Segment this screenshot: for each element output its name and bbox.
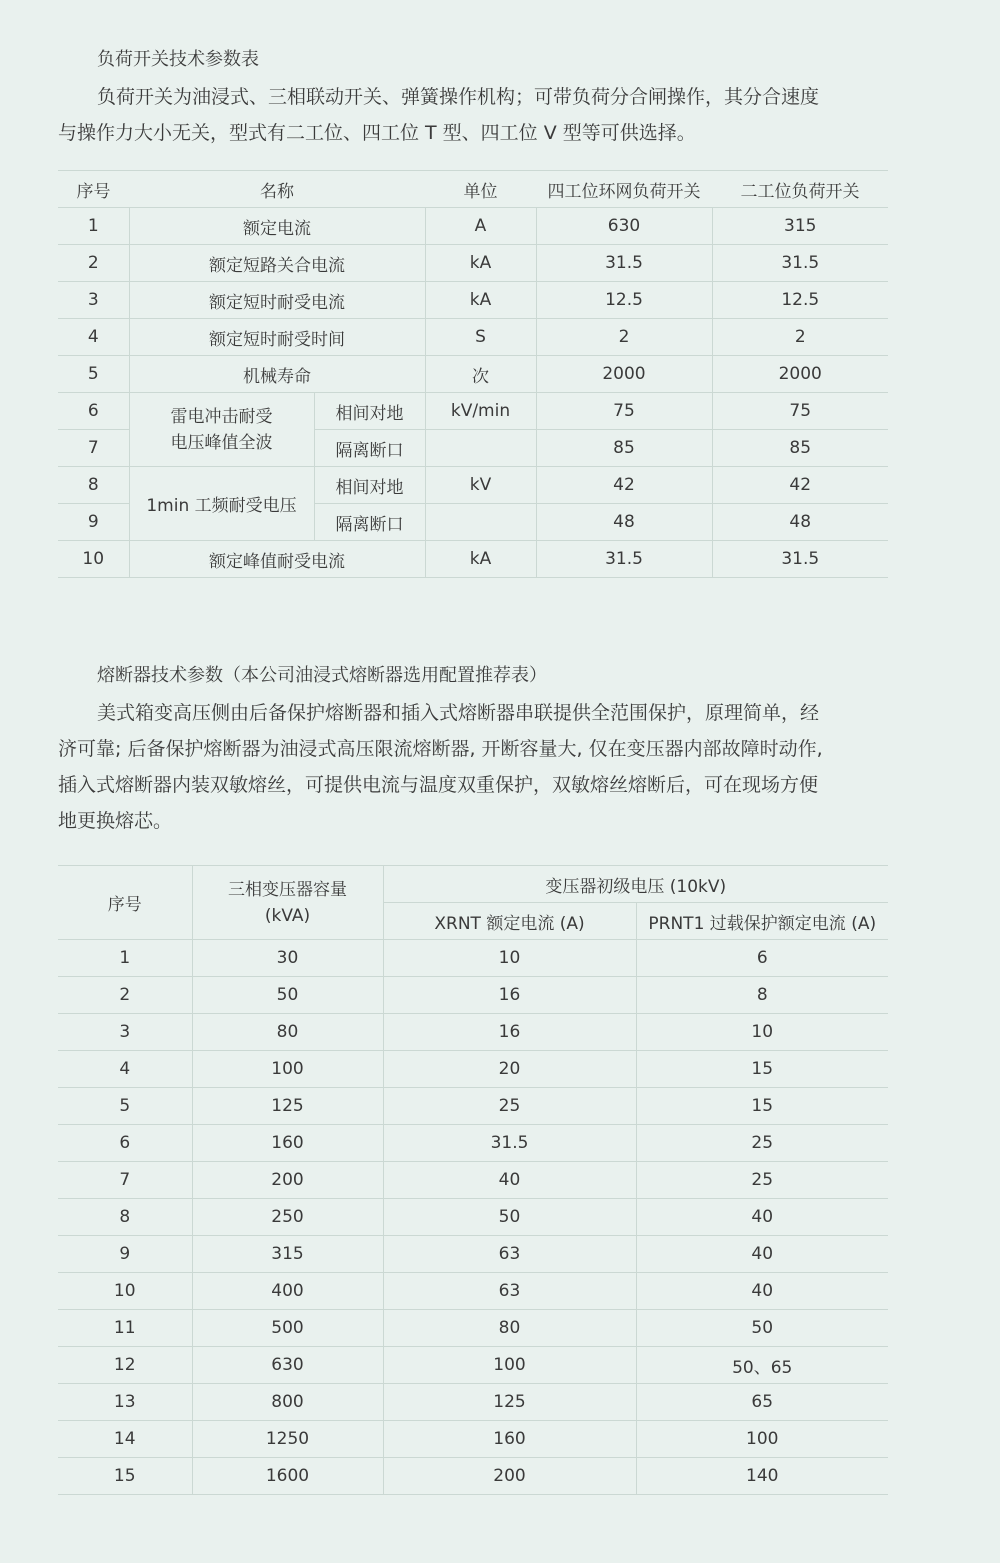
row-unit: A	[425, 208, 536, 245]
row-value-four: 31.5	[536, 245, 712, 282]
row-no: 7	[58, 430, 129, 467]
row-capacity: 800	[192, 1384, 383, 1421]
row-value-two: 85	[712, 430, 888, 467]
row-unit: kA	[425, 245, 536, 282]
table-header-row	[58, 171, 888, 208]
row-no: 1	[58, 208, 129, 245]
row-xrnt: 200	[383, 1458, 636, 1495]
row-xrnt: 63	[383, 1236, 636, 1273]
row-unit: kA	[425, 541, 536, 578]
table-row	[58, 393, 888, 430]
table-header-row	[58, 866, 888, 903]
row-sub-name: 相间对地	[314, 393, 425, 430]
row-no: 4	[58, 319, 129, 356]
table-row	[58, 1421, 888, 1458]
row-capacity: 500	[192, 1310, 383, 1347]
header-capacity-unit: (kVA)	[264, 905, 311, 926]
table-row	[58, 1458, 888, 1495]
row-value-two: 12.5	[712, 282, 888, 319]
header-unit: 单位	[425, 171, 536, 208]
row-name: 额定电流	[129, 208, 425, 245]
row-xrnt: 31.5	[383, 1125, 636, 1162]
row-value-four: 2	[536, 319, 712, 356]
row-unit	[425, 504, 536, 541]
table-row	[58, 1088, 888, 1125]
row-no: 4	[58, 1051, 192, 1088]
row-no: 14	[58, 1421, 192, 1458]
table-row	[58, 1310, 888, 1347]
row-no: 2	[58, 977, 192, 1014]
header-no: 序号	[58, 171, 129, 208]
header-capacity-line: 三相变压器容量	[228, 879, 347, 900]
row-prnt: 50、65	[636, 1347, 888, 1384]
row-xrnt: 16	[383, 1014, 636, 1051]
description-line: 地更换熔芯。	[58, 810, 173, 832]
table-row	[58, 1236, 888, 1273]
header-capacity	[192, 866, 383, 940]
header-four-position: 四工位环网负荷开关	[536, 171, 712, 208]
row-value-four: 2000	[536, 356, 712, 393]
row-name: 额定短时耐受时间	[129, 319, 425, 356]
row-name: 机械寿命	[129, 356, 425, 393]
row-value-four: 42	[536, 467, 712, 504]
row-prnt: 6	[636, 940, 888, 977]
row-capacity: 1250	[192, 1421, 383, 1458]
row-xrnt: 50	[383, 1199, 636, 1236]
row-prnt: 10	[636, 1014, 888, 1051]
group-name-line: 电压峰值全波	[170, 432, 273, 453]
table-row	[58, 208, 888, 245]
row-group-name: 1min 工频耐受电压	[129, 467, 314, 541]
row-xrnt: 10	[383, 940, 636, 977]
table-row	[58, 319, 888, 356]
row-unit: S	[425, 319, 536, 356]
row-capacity: 200	[192, 1162, 383, 1199]
row-capacity: 400	[192, 1273, 383, 1310]
row-value-two: 75	[712, 393, 888, 430]
row-group-name	[129, 393, 314, 467]
row-no: 15	[58, 1458, 192, 1495]
row-capacity: 630	[192, 1347, 383, 1384]
fuse-description	[58, 695, 894, 839]
description-line: 美式箱变高压侧由后备保护熔断器和插入式熔断器串联提供全范围保护，原理简单，经	[97, 702, 820, 724]
description-line: 负荷开关为油浸式、三相联动开关、弹簧操作机构；可带负荷分合闸操作，其分合速度	[97, 86, 820, 108]
row-value-two: 31.5	[712, 541, 888, 578]
row-xrnt: 80	[383, 1310, 636, 1347]
row-no: 5	[58, 356, 129, 393]
description-line: 与操作力大小无关，型式有二工位、四工位 T 型、四工位 V 型等可供选择。	[58, 122, 696, 144]
row-unit: kV/min	[425, 393, 536, 430]
row-no: 5	[58, 1088, 192, 1125]
row-xrnt: 100	[383, 1347, 636, 1384]
table-row	[58, 1199, 888, 1236]
row-value-four: 31.5	[536, 541, 712, 578]
row-xrnt: 63	[383, 1273, 636, 1310]
row-prnt: 15	[636, 1051, 888, 1088]
row-no: 3	[58, 1014, 192, 1051]
header-xrnt: XRNT 额定电流 (A)	[383, 903, 636, 940]
description-line: 济可靠; 后备保护熔断器为油浸式高压限流熔断器, 开断容量大, 仅在变压器内部故障时动作,	[58, 738, 823, 760]
row-value-two: 48	[712, 504, 888, 541]
row-no: 10	[58, 1273, 192, 1310]
table-row	[58, 1384, 888, 1421]
load-switch-section-title: 负荷开关技术参数表	[97, 49, 259, 70]
header-primary-voltage: 变压器初级电压 (10kV)	[383, 866, 888, 903]
fuse-recommendation-table	[58, 865, 888, 1495]
table-row	[58, 1051, 888, 1088]
table-row	[58, 245, 888, 282]
row-no: 11	[58, 1310, 192, 1347]
row-no: 7	[58, 1162, 192, 1199]
row-capacity: 80	[192, 1014, 383, 1051]
row-no: 9	[58, 1236, 192, 1273]
header-prnt: PRNT1 过载保护额定电流 (A)	[636, 903, 888, 940]
row-name: 额定峰值耐受电流	[129, 541, 425, 578]
table-row	[58, 977, 888, 1014]
row-no: 6	[58, 1125, 192, 1162]
row-no: 10	[58, 541, 129, 578]
row-no: 8	[58, 1199, 192, 1236]
table-row	[58, 282, 888, 319]
row-sub-name: 隔离断口	[314, 504, 425, 541]
row-prnt: 8	[636, 977, 888, 1014]
row-no: 1	[58, 940, 192, 977]
row-xrnt: 20	[383, 1051, 636, 1088]
row-value-two: 315	[712, 208, 888, 245]
row-xrnt: 16	[383, 977, 636, 1014]
fuse-section-title: 熔断器技术参数（本公司油浸式熔断器选用配置推荐表）	[97, 665, 547, 686]
row-prnt: 25	[636, 1162, 888, 1199]
row-unit: kA	[425, 282, 536, 319]
row-no: 2	[58, 245, 129, 282]
row-prnt: 65	[636, 1384, 888, 1421]
row-prnt: 50	[636, 1310, 888, 1347]
table-row	[58, 1125, 888, 1162]
table-row	[58, 467, 888, 504]
table-row	[58, 1273, 888, 1310]
row-value-four: 12.5	[536, 282, 712, 319]
header-two-position: 二工位负荷开关	[712, 171, 888, 208]
row-no: 13	[58, 1384, 192, 1421]
row-xrnt: 160	[383, 1421, 636, 1458]
row-no: 3	[58, 282, 129, 319]
header-no: 序号	[58, 866, 192, 940]
row-sub-name: 相间对地	[314, 467, 425, 504]
row-capacity: 315	[192, 1236, 383, 1273]
row-xrnt: 125	[383, 1384, 636, 1421]
row-value-four: 630	[536, 208, 712, 245]
load-switch-description	[58, 79, 894, 151]
row-prnt: 100	[636, 1421, 888, 1458]
row-capacity: 30	[192, 940, 383, 977]
description-line: 插入式熔断器内装双敏熔丝，可提供电流与温度双重保护，双敏熔丝熔断后，可在现场方便	[58, 774, 819, 796]
row-value-two: 2	[712, 319, 888, 356]
row-prnt: 40	[636, 1273, 888, 1310]
row-unit: 次	[425, 356, 536, 393]
row-capacity: 100	[192, 1051, 383, 1088]
row-prnt: 140	[636, 1458, 888, 1495]
row-value-two: 31.5	[712, 245, 888, 282]
row-no: 6	[58, 393, 129, 430]
row-xrnt: 25	[383, 1088, 636, 1125]
row-value-two: 42	[712, 467, 888, 504]
table-row	[58, 940, 888, 977]
row-prnt: 25	[636, 1125, 888, 1162]
table-row	[58, 541, 888, 578]
group-name-line: 雷电冲击耐受	[170, 406, 273, 427]
row-prnt: 40	[636, 1236, 888, 1273]
row-value-four: 75	[536, 393, 712, 430]
row-sub-name: 隔离断口	[314, 430, 425, 467]
row-xrnt: 40	[383, 1162, 636, 1199]
table-row	[58, 1347, 888, 1384]
row-value-two: 2000	[712, 356, 888, 393]
row-capacity: 160	[192, 1125, 383, 1162]
header-name: 名称	[129, 171, 425, 208]
table-row	[58, 1162, 888, 1199]
row-no: 8	[58, 467, 129, 504]
row-capacity: 1600	[192, 1458, 383, 1495]
row-prnt: 15	[636, 1088, 888, 1125]
row-capacity: 250	[192, 1199, 383, 1236]
row-prnt: 40	[636, 1199, 888, 1236]
row-capacity: 50	[192, 977, 383, 1014]
row-capacity: 125	[192, 1088, 383, 1125]
row-unit	[425, 430, 536, 467]
table-row	[58, 356, 888, 393]
table-row	[58, 1014, 888, 1051]
row-no: 9	[58, 504, 129, 541]
load-switch-parameter-table	[58, 170, 888, 578]
row-name: 额定短路关合电流	[129, 245, 425, 282]
row-value-four: 48	[536, 504, 712, 541]
row-no: 12	[58, 1347, 192, 1384]
row-unit: kV	[425, 467, 536, 504]
row-value-four: 85	[536, 430, 712, 467]
row-name: 额定短时耐受电流	[129, 282, 425, 319]
